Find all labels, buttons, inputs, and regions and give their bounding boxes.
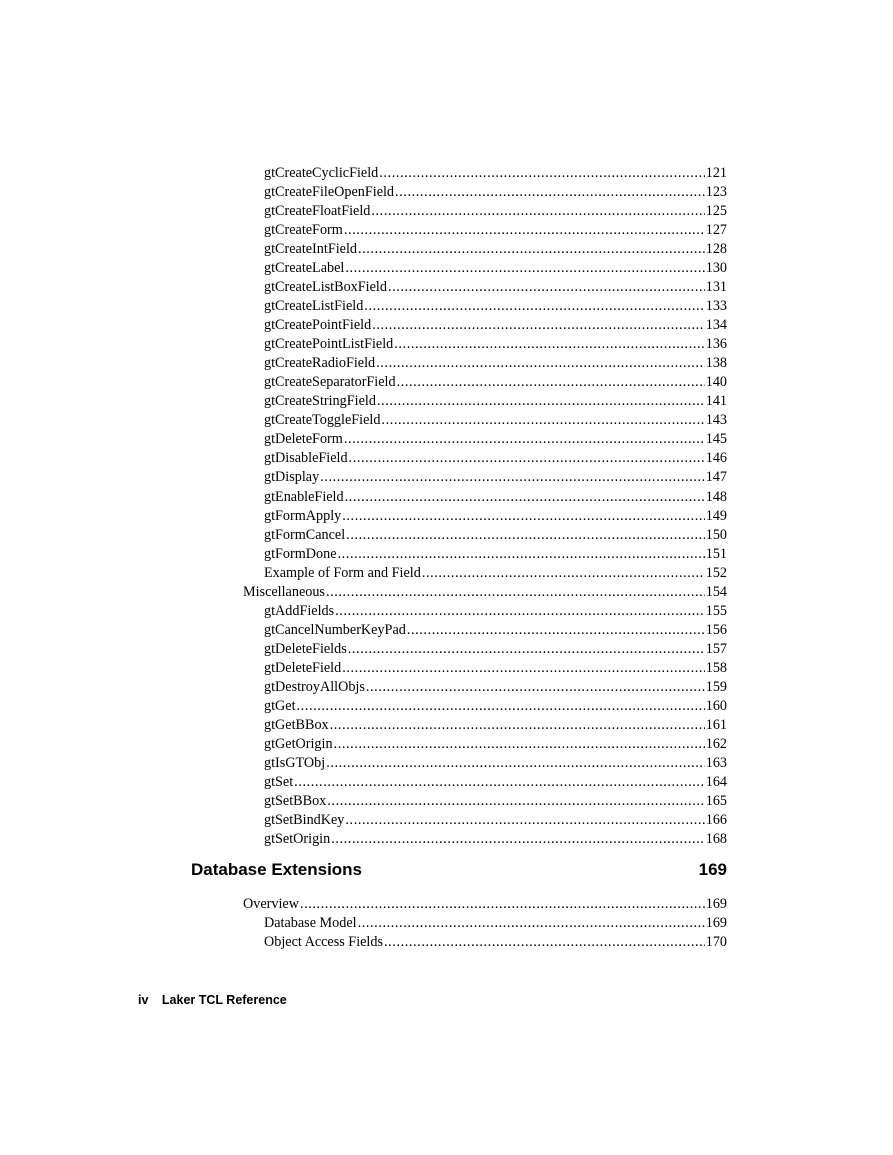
toc-entry-label: gtCreateFileOpenField	[264, 184, 395, 201]
dot-leader	[377, 392, 705, 411]
toc-entry-page: 141	[705, 393, 727, 410]
toc-entry-label: gtCreateListField	[264, 298, 364, 315]
dot-leader	[384, 933, 705, 952]
toc-entry-label: gtCreateCyclicField	[264, 165, 379, 181]
dot-leader	[326, 754, 705, 773]
toc-entry-label: gtIsGTObj	[264, 754, 326, 771]
toc-entry[interactable]	[264, 659, 727, 678]
toc-entry-page: 160	[705, 697, 727, 714]
toc-entry-page: 152	[705, 564, 727, 581]
toc-entry-label: gtCreateIntField	[264, 241, 357, 258]
toc-entry-page: 121	[705, 165, 727, 181]
dot-leader	[372, 316, 705, 335]
toc-entry-page: 161	[705, 716, 727, 733]
dot-leader	[376, 354, 705, 373]
toc-entry[interactable]	[264, 373, 727, 392]
dot-leader	[338, 545, 705, 564]
dot-leader	[342, 659, 704, 678]
toc-entry[interactable]	[264, 716, 727, 735]
toc-entry[interactable]	[243, 583, 727, 602]
toc-entry-label: gtCreateToggleField	[264, 412, 381, 429]
toc-entry-label: gtCancelNumberKeyPad	[264, 621, 406, 638]
toc-entry[interactable]	[243, 895, 727, 914]
toc-entry-label: gtCreatePointListField	[264, 336, 394, 353]
toc-entry-page: 130	[705, 260, 727, 277]
toc-entry[interactable]	[264, 933, 727, 952]
toc-entry-page: 156	[705, 621, 727, 638]
toc-entry[interactable]	[264, 792, 727, 811]
toc-entry-page: 165	[705, 792, 727, 809]
toc-entry-label: gtCreateStringField	[264, 393, 376, 410]
toc-entry[interactable]	[264, 202, 727, 221]
toc-entry[interactable]	[264, 914, 727, 933]
toc-entry[interactable]	[264, 507, 727, 526]
dot-leader	[394, 335, 704, 354]
dot-leader	[358, 914, 705, 933]
dot-leader	[345, 811, 704, 830]
dot-leader	[300, 895, 705, 914]
toc-entry-label: gtCreatePointField	[264, 317, 372, 334]
toc-entry-page: 148	[705, 488, 727, 505]
toc-entry-page: 136	[705, 336, 727, 353]
toc-entry[interactable]	[264, 811, 727, 830]
dot-leader	[407, 621, 705, 640]
toc-entry[interactable]	[264, 545, 727, 564]
toc-entry[interactable]	[264, 430, 727, 449]
toc-entry-page: 145	[705, 431, 727, 448]
dot-leader	[342, 507, 704, 526]
toc-entry-label: gtGet	[264, 697, 296, 714]
toc-entry-page: 131	[705, 279, 727, 296]
toc-entry[interactable]	[264, 697, 727, 716]
toc-entry-label: gtAddFields	[264, 602, 335, 619]
toc-entry-label: gtCreateForm	[264, 222, 343, 239]
toc-entry-label: gtCreateListBoxField	[264, 279, 387, 296]
dot-leader	[334, 735, 705, 754]
toc-entry-page: 133	[705, 298, 727, 315]
toc-entry[interactable]	[264, 335, 727, 354]
toc-entry[interactable]	[264, 183, 727, 202]
toc-entry-page: 151	[705, 545, 727, 562]
toc-entry-page: 143	[705, 412, 727, 429]
dot-leader	[345, 488, 705, 507]
dot-leader	[331, 830, 705, 849]
toc-entry-page: 134	[705, 317, 727, 334]
toc-entry[interactable]	[264, 678, 727, 697]
dot-leader	[395, 183, 705, 202]
toc-entry-page: 162	[705, 735, 727, 752]
toc-entry-label: gtCreateSeparatorField	[264, 374, 396, 391]
toc-entry[interactable]	[264, 392, 727, 411]
toc-entry-label: gtSet	[264, 773, 294, 790]
toc-entry-page: 147	[705, 469, 727, 486]
toc-entry[interactable]	[264, 316, 727, 335]
dot-leader	[335, 602, 705, 621]
toc-entry-label: gtSetBBox	[264, 792, 327, 809]
dot-leader	[422, 564, 705, 583]
toc-entry-page: 138	[705, 355, 727, 372]
toc-entry-page: 166	[705, 812, 727, 829]
dot-leader	[326, 583, 705, 602]
dot-leader	[397, 373, 705, 392]
toc-entry-label: gtGetBBox	[264, 716, 329, 733]
dot-leader	[345, 259, 704, 278]
toc-entry[interactable]	[264, 773, 727, 792]
toc-entry-label: gtCreateFloatField	[264, 203, 371, 220]
toc-entry[interactable]	[264, 297, 727, 316]
dot-leader	[349, 449, 705, 468]
toc-entry-label: gtFormApply	[264, 507, 342, 524]
toc-entry-page: 127	[705, 222, 727, 239]
toc-entry[interactable]	[264, 468, 727, 487]
toc-entry[interactable]	[264, 564, 727, 583]
toc-entry-label: Overview	[243, 896, 299, 912]
toc-entry-page: 169	[705, 896, 727, 912]
toc-entry[interactable]	[264, 164, 727, 183]
toc-entry-label: gtGetOrigin	[264, 735, 333, 752]
toc-entry-page: 158	[705, 659, 727, 676]
toc-entry[interactable]	[264, 411, 727, 430]
toc-entry-page: 154	[705, 583, 727, 600]
dot-leader	[371, 202, 704, 221]
toc-entry-page: 164	[705, 773, 727, 790]
toc-entry-page: 157	[705, 640, 727, 657]
toc-entry[interactable]	[264, 488, 727, 507]
toc-entry-page: 123	[705, 184, 727, 201]
dot-leader	[348, 640, 705, 659]
toc-entry-label: gtDeleteFields	[264, 640, 347, 657]
dot-leader	[388, 278, 705, 297]
dot-leader	[294, 773, 705, 792]
toc-entry[interactable]	[264, 278, 727, 297]
toc-entry[interactable]	[264, 830, 727, 849]
dot-leader	[366, 678, 705, 697]
toc-entry-label: gtSetBindKey	[264, 812, 345, 829]
toc-entry[interactable]	[264, 621, 727, 640]
dot-leader	[379, 164, 704, 183]
toc-entry-label: gtFormCancel	[264, 526, 346, 543]
chapter-heading	[191, 859, 727, 881]
toc-entry[interactable]	[264, 354, 727, 373]
toc-entry-label: gtDisableField	[264, 450, 348, 467]
dot-leader	[344, 221, 705, 240]
toc-entry[interactable]	[264, 221, 727, 240]
toc-entry[interactable]	[264, 449, 727, 468]
toc-entry-page: 159	[705, 678, 727, 695]
toc-entry[interactable]	[264, 259, 727, 278]
toc-entry-page: 150	[705, 526, 727, 543]
dot-leader	[381, 411, 704, 430]
toc-entry[interactable]	[264, 640, 727, 659]
toc-entry[interactable]	[264, 602, 727, 621]
toc-entry[interactable]	[264, 735, 727, 754]
dot-leader	[327, 792, 704, 811]
toc-entry-label: gtDeleteForm	[264, 431, 343, 448]
toc-entry-label: gtDeleteField	[264, 659, 342, 676]
toc-entry-page: 163	[705, 754, 727, 771]
chapter-title: Database Extensions	[191, 860, 363, 879]
toc-entry-page: 168	[705, 831, 727, 848]
dot-leader	[346, 526, 705, 545]
dot-leader	[358, 240, 705, 259]
toc-entry[interactable]	[264, 754, 727, 773]
page-folio: iv	[138, 993, 149, 1007]
dot-leader	[364, 297, 704, 316]
toc-entry-page: 155	[705, 602, 727, 619]
toc-entry[interactable]	[264, 240, 727, 259]
dot-leader	[330, 716, 705, 735]
chapter-page: 169	[698, 860, 727, 879]
toc-entry-page: 149	[705, 507, 727, 524]
page-footer	[138, 991, 287, 1009]
toc-entry-label: gtFormDone	[264, 545, 337, 562]
toc-entry-page: 146	[705, 450, 727, 467]
toc-entry-label: Object Access Fields	[264, 934, 383, 951]
toc-entry-label: gtEnableField	[264, 488, 344, 505]
toc-entry-label: gtDestroyAllObjs	[264, 678, 365, 695]
dot-leader	[297, 697, 705, 716]
toc-entry-label: Miscellaneous	[243, 583, 325, 600]
toc-entry[interactable]	[264, 526, 727, 545]
toc-entry-page: 140	[705, 374, 727, 391]
toc-entry-page: 170	[705, 934, 727, 951]
toc-entry-page: 169	[705, 915, 727, 932]
book-title: Laker TCL Reference	[161, 993, 287, 1007]
toc-entry-label: Database Model	[264, 915, 357, 932]
toc-entry-page: 128	[705, 241, 727, 258]
toc-entry-page: 125	[705, 203, 727, 220]
toc-entry-label: gtCreateRadioField	[264, 355, 376, 372]
dot-leader	[320, 468, 705, 487]
toc-entry-label: gtSetOrigin	[264, 831, 331, 848]
toc-entry-label: gtDisplay	[264, 469, 320, 486]
toc-entry-label: gtCreateLabel	[264, 260, 345, 277]
toc-entry-label: Example of Form and Field	[264, 564, 421, 581]
dot-leader	[344, 430, 705, 449]
